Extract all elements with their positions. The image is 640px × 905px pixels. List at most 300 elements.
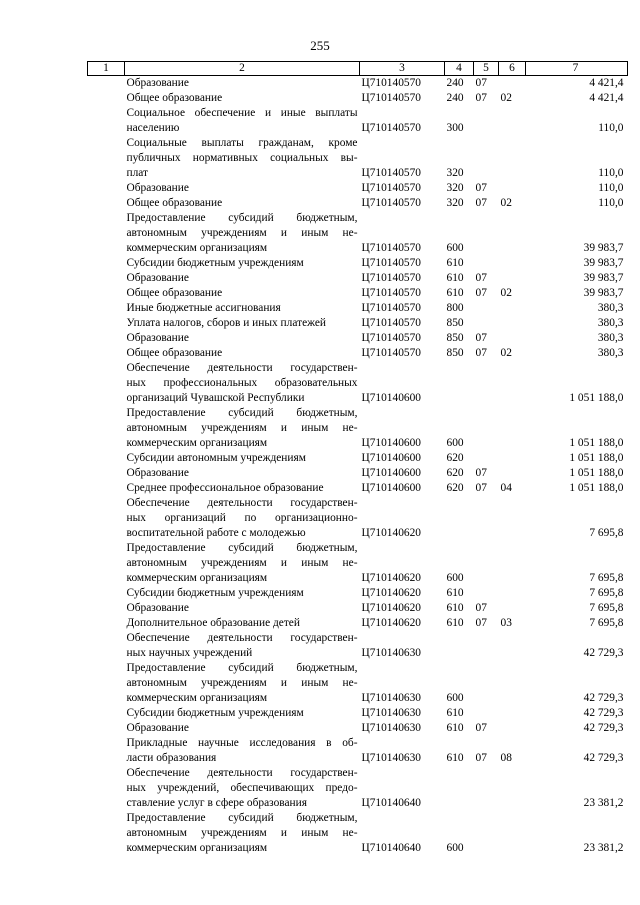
row-number-cell (88, 451, 125, 466)
amount-cell: 42 729,3 (583, 692, 624, 704)
target-article-cell: Ц710140600 (361, 467, 421, 479)
subsection-cell (499, 316, 526, 331)
amount-cell: 110,0 (598, 122, 624, 134)
row-name-line: Образование (126, 602, 189, 614)
subsection-cell (499, 541, 526, 586)
row-name-cell (125, 136, 360, 181)
expense-type-cell: 610 (446, 257, 464, 269)
amount-cell: 110,0 (598, 167, 624, 179)
row-number-cell (88, 541, 125, 586)
row-name-cell (125, 736, 360, 766)
section-cell (474, 706, 499, 721)
amount-cell: 23 381,2 (583, 797, 624, 809)
table-row (88, 331, 628, 346)
row-name-line: Дополнительное образование детей (126, 617, 300, 629)
row-name-cell (125, 541, 360, 586)
row-name-line: Предоставление субсидий бюджетным, (126, 212, 358, 224)
amount-cell: 380,3 (597, 347, 624, 359)
subsection-cell (499, 271, 526, 286)
row-number-cell (88, 106, 125, 136)
row-name-line: Субсидии автономным учреждениям (126, 452, 306, 464)
row-number-cell (88, 481, 125, 496)
row-name-line: автономным учреждениям и иным не- (126, 227, 358, 239)
expense-type-cell: 300 (446, 122, 464, 134)
section-cell: 07 (475, 272, 487, 284)
row-name-line: Общее образование (126, 287, 223, 299)
section-cell: 07 (475, 752, 487, 764)
target-article-cell: Ц710140570 (361, 272, 421, 284)
target-article-cell: Ц710140570 (361, 302, 421, 314)
expense-type-cell: 320 (446, 167, 464, 179)
row-name-cell (125, 766, 360, 811)
table-row (88, 286, 628, 301)
table-row (88, 106, 628, 136)
expense-type-cell: 850 (446, 347, 464, 359)
table-row (88, 721, 628, 736)
section-cell: 07 (475, 92, 487, 104)
row-name-line: Обеспечение деятельности государствен- (126, 632, 358, 644)
table-row (88, 406, 628, 451)
table-row (88, 496, 628, 541)
row-name-line: Субсидии бюджетным учреждениям (126, 257, 304, 269)
row-number-cell (88, 721, 125, 736)
amount-cell: 23 381,2 (583, 842, 624, 854)
expense-type-cell: 320 (446, 197, 464, 209)
row-name-cell (125, 466, 360, 481)
amount-cell: 1 051 188,0 (569, 392, 624, 404)
row-name-line: Социальное обеспечение и иные выплаты (126, 107, 358, 119)
row-name-line: ных профессиональных образовательных (126, 377, 358, 389)
row-number-cell (88, 406, 125, 451)
row-name-line: Образование (126, 722, 189, 734)
row-number-cell (88, 271, 125, 286)
expense-type-cell: 610 (446, 722, 464, 734)
target-article-cell: Ц710140600 (361, 452, 421, 464)
expense-type-cell: 610 (446, 617, 464, 629)
target-article-cell: Ц710140570 (361, 92, 421, 104)
row-name-cell (125, 286, 360, 301)
target-article-cell: Ц710140570 (361, 332, 421, 344)
table-row (88, 256, 628, 271)
row-number-cell (88, 616, 125, 631)
row-name-line: Общее образование (126, 92, 223, 104)
amount-cell: 380,3 (597, 332, 624, 344)
budget-table (87, 61, 628, 856)
target-article-cell: Ц710140620 (361, 527, 421, 539)
target-article-cell: Ц710140620 (361, 572, 421, 584)
section-cell (474, 361, 499, 406)
row-number-cell (88, 601, 125, 616)
subsection-cell: 08 (500, 752, 512, 764)
expense-type-cell: 610 (446, 602, 464, 614)
row-name-line: Обеспечение деятельности государствен- (126, 362, 358, 374)
row-name-line: коммерческим организациям (126, 692, 268, 704)
table-row (88, 361, 628, 406)
table-row (88, 346, 628, 361)
amount-cell: 7 695,8 (589, 527, 624, 539)
row-name-line: населению (126, 122, 180, 134)
row-name-line: Общее образование (126, 197, 223, 209)
expense-type-cell (445, 766, 474, 811)
section-cell (474, 136, 499, 181)
section-cell (474, 541, 499, 586)
row-number-cell (88, 706, 125, 721)
row-name-line: Образование (126, 467, 189, 479)
expense-type-cell: 610 (446, 707, 464, 719)
section-cell (474, 496, 499, 541)
row-name-line: Обеспечение деятельности государствен- (126, 767, 358, 779)
amount-cell: 42 729,3 (583, 752, 624, 764)
amount-cell: 110,0 (598, 182, 624, 194)
row-name-cell (125, 181, 360, 196)
amount-cell: 39 983,7 (583, 287, 624, 299)
section-cell: 07 (475, 467, 487, 479)
row-name-line: воспитательной работе с молодежью (126, 527, 306, 539)
table-header-row (88, 62, 628, 76)
expense-type-cell (445, 361, 474, 406)
table-row (88, 616, 628, 631)
expense-type-cell: 610 (446, 752, 464, 764)
table-row (88, 661, 628, 706)
row-number-cell (88, 766, 125, 811)
section-cell: 07 (475, 182, 487, 194)
table-row (88, 211, 628, 256)
row-number-cell (88, 661, 125, 706)
row-name-line: Предоставление субсидий бюджетным, (126, 542, 358, 554)
row-name-cell (125, 661, 360, 706)
target-article-cell: Ц710140570 (361, 242, 421, 254)
budget-table-body (88, 62, 628, 857)
expense-type-cell: 620 (446, 452, 464, 464)
table-row (88, 316, 628, 331)
subsection-cell (499, 331, 526, 346)
target-article-cell: Ц710140630 (361, 692, 421, 704)
subsection-cell (499, 256, 526, 271)
row-number-cell (88, 286, 125, 301)
row-name-cell (125, 211, 360, 256)
amount-cell: 39 983,7 (583, 272, 624, 284)
amount-cell: 7 695,8 (589, 587, 624, 599)
expense-type-cell: 610 (446, 287, 464, 299)
table-row (88, 736, 628, 766)
section-cell: 07 (475, 482, 487, 494)
row-number-cell (88, 76, 125, 92)
row-name-line: Субсидии бюджетным учреждениям (126, 587, 304, 599)
row-name-line: Образование (126, 332, 189, 344)
target-article-cell: Ц710140630 (361, 722, 421, 734)
row-number-cell (88, 301, 125, 316)
expense-type-cell: 240 (446, 92, 464, 104)
row-name-line: Среднее профессиональное образование (126, 482, 324, 494)
target-article-cell: Ц710140640 (361, 797, 421, 809)
amount-cell: 42 729,3 (583, 707, 624, 719)
amount-cell: 39 983,7 (583, 257, 624, 269)
expense-type-cell: 610 (446, 272, 464, 284)
expense-type-cell: 600 (446, 437, 464, 449)
subsection-cell (499, 586, 526, 601)
expense-type-cell: 620 (446, 482, 464, 494)
amount-cell: 1 051 188,0 (569, 467, 624, 479)
header-col-6: 6 (499, 62, 526, 76)
row-name-line: ных организаций по организационно- (126, 512, 358, 524)
page-number: 255 (310, 38, 330, 53)
row-name-line: публичных нормативных социальных вы- (126, 152, 358, 164)
row-name-cell (125, 196, 360, 211)
amount-cell: 42 729,3 (583, 647, 624, 659)
row-name-cell (125, 586, 360, 601)
subsection-cell (499, 811, 526, 856)
subsection-cell (499, 106, 526, 136)
row-number-cell (88, 181, 125, 196)
target-article-cell: Ц710140570 (361, 197, 421, 209)
row-name-line: ставление услуг в сфере образования (126, 797, 307, 809)
expense-type-cell: 850 (446, 317, 464, 329)
row-name-line: Образование (126, 182, 189, 194)
subsection-cell (499, 496, 526, 541)
amount-cell: 7 695,8 (589, 572, 624, 584)
subsection-cell (499, 181, 526, 196)
table-row (88, 601, 628, 616)
table-row (88, 301, 628, 316)
header-col-7: 7 (526, 62, 628, 76)
row-name-cell (125, 256, 360, 271)
section-cell: 07 (475, 347, 487, 359)
row-name-cell (125, 811, 360, 856)
section-cell: 07 (475, 287, 487, 299)
row-name-line: коммерческим организациям (126, 242, 268, 254)
table-row (88, 466, 628, 481)
expense-type-cell: 620 (446, 467, 464, 479)
section-cell (474, 586, 499, 601)
row-number-cell (88, 346, 125, 361)
subsection-cell (499, 601, 526, 616)
target-article-cell: Ц710140570 (361, 257, 421, 269)
row-name-cell (125, 361, 360, 406)
subsection-cell (499, 76, 526, 92)
row-number-cell (88, 91, 125, 106)
table-row (88, 481, 628, 496)
table-row (88, 631, 628, 661)
row-name-line: ных научных учреждений (126, 647, 253, 659)
amount-cell: 1 051 188,0 (569, 437, 624, 449)
target-article-cell: Ц710140600 (361, 482, 421, 494)
row-name-line: Предоставление субсидий бюджетным, (126, 407, 358, 419)
expense-type-cell (445, 631, 474, 661)
row-name-line: Предоставление субсидий бюджетным, (126, 812, 358, 824)
header-col-5: 5 (474, 62, 499, 76)
table-row (88, 196, 628, 211)
table-row (88, 451, 628, 466)
amount-cell: 4 421,4 (589, 77, 624, 89)
amount-cell: 7 695,8 (589, 602, 624, 614)
row-name-line: автономным учреждениям и иным не- (126, 557, 358, 569)
subsection-cell (499, 361, 526, 406)
row-name-cell (125, 601, 360, 616)
row-number-cell (88, 466, 125, 481)
row-name-cell (125, 76, 360, 92)
subsection-cell (499, 631, 526, 661)
amount-cell: 4 421,4 (589, 92, 624, 104)
row-number-cell (88, 631, 125, 661)
row-number-cell (88, 736, 125, 766)
row-name-cell (125, 106, 360, 136)
amount-cell: 42 729,3 (583, 722, 624, 734)
target-article-cell: Ц710140570 (361, 182, 421, 194)
section-cell (474, 406, 499, 451)
subsection-cell (499, 406, 526, 451)
amount-cell: 110,0 (598, 197, 624, 209)
expense-type-cell: 600 (446, 692, 464, 704)
amount-cell: 1 051 188,0 (569, 452, 624, 464)
subsection-cell: 04 (500, 482, 512, 494)
header-col-3: 3 (360, 62, 445, 76)
expense-type-cell: 600 (446, 842, 464, 854)
section-cell: 07 (475, 197, 487, 209)
row-number-cell (88, 316, 125, 331)
section-cell (474, 316, 499, 331)
target-article-cell: Ц710140570 (361, 122, 421, 134)
target-article-cell: Ц710140620 (361, 602, 421, 614)
section-cell: 07 (475, 722, 487, 734)
table-row (88, 91, 628, 106)
row-name-cell (125, 316, 360, 331)
amount-cell: 380,3 (597, 302, 624, 314)
section-cell (474, 256, 499, 271)
header-col-4: 4 (445, 62, 474, 76)
row-name-line: Предоставление субсидий бюджетным, (126, 662, 358, 674)
target-article-cell: Ц710140570 (361, 77, 421, 89)
row-name-line: Уплата налогов, сборов и иных платежей (126, 317, 326, 329)
row-name-cell (125, 616, 360, 631)
expense-type-cell: 600 (446, 242, 464, 254)
row-name-line: ных учреждений, обеспечивающих предо- (126, 782, 358, 794)
target-article-cell: Ц710140620 (361, 617, 421, 629)
row-number-cell (88, 256, 125, 271)
section-cell (474, 451, 499, 466)
subsection-cell (499, 661, 526, 706)
row-name-line: ласти образования (126, 752, 217, 764)
row-number-cell (88, 136, 125, 181)
section-cell: 07 (475, 332, 487, 344)
target-article-cell: Ц710140630 (361, 707, 421, 719)
target-article-cell: Ц710140620 (361, 587, 421, 599)
target-article-cell: Ц710140570 (361, 287, 421, 299)
table-row (88, 586, 628, 601)
subsection-cell (499, 136, 526, 181)
target-article-cell: Ц710140630 (361, 647, 421, 659)
table-row (88, 706, 628, 721)
target-article-cell: Ц710140600 (361, 437, 421, 449)
expense-type-cell: 240 (446, 77, 464, 89)
section-cell (474, 766, 499, 811)
section-cell (474, 211, 499, 256)
table-row (88, 766, 628, 811)
target-article-cell: Ц710140630 (361, 752, 421, 764)
expense-type-cell (445, 496, 474, 541)
row-name-line: коммерческим организациям (126, 842, 268, 854)
section-cell (474, 811, 499, 856)
row-name-cell (125, 451, 360, 466)
target-article-cell: Ц710140570 (361, 347, 421, 359)
subsection-cell: 02 (500, 347, 512, 359)
expense-type-cell: 610 (446, 587, 464, 599)
subsection-cell (499, 721, 526, 736)
row-number-cell (88, 586, 125, 601)
row-name-cell (125, 271, 360, 286)
row-number-cell (88, 496, 125, 541)
header-col-2: 2 (125, 62, 360, 76)
table-row (88, 136, 628, 181)
subsection-cell (499, 766, 526, 811)
row-name-line: автономным учреждениям и иным не- (126, 422, 358, 434)
row-name-line: коммерческим организациям (126, 437, 268, 449)
amount-cell: 7 695,8 (589, 617, 624, 629)
subsection-cell (499, 211, 526, 256)
table-row (88, 541, 628, 586)
expense-type-cell: 320 (446, 182, 464, 194)
row-name-cell (125, 721, 360, 736)
table-row (88, 181, 628, 196)
target-article-cell: Ц710140570 (361, 167, 421, 179)
row-number-cell (88, 811, 125, 856)
row-name-cell (125, 331, 360, 346)
amount-cell: 1 051 188,0 (569, 482, 624, 494)
row-name-cell (125, 406, 360, 451)
row-name-line: автономным учреждениям и иным не- (126, 827, 358, 839)
amount-cell: 380,3 (597, 317, 624, 329)
row-number-cell (88, 331, 125, 346)
row-name-line: Социальные выплаты гражданам, кроме (126, 137, 358, 149)
section-cell: 07 (475, 77, 487, 89)
row-number-cell (88, 361, 125, 406)
header-col-1: 1 (88, 62, 125, 76)
row-name-line: Образование (126, 272, 189, 284)
row-name-cell (125, 631, 360, 661)
section-cell (474, 301, 499, 316)
row-name-line: коммерческим организациям (126, 572, 268, 584)
row-name-cell (125, 91, 360, 106)
amount-cell: 39 983,7 (583, 242, 624, 254)
subsection-cell: 02 (500, 92, 512, 104)
subsection-cell: 02 (500, 197, 512, 209)
expense-type-cell: 600 (446, 572, 464, 584)
target-article-cell: Ц710140600 (361, 392, 421, 404)
row-name-line: Прикладные научные исследования в об- (126, 737, 358, 749)
table-row (88, 76, 628, 92)
row-name-line: организаций Чувашской Республики (126, 392, 305, 404)
section-cell (474, 106, 499, 136)
row-name-line: Обеспечение деятельности государствен- (126, 497, 358, 509)
subsection-cell (499, 466, 526, 481)
row-number-cell (88, 196, 125, 211)
row-number-cell (88, 211, 125, 256)
subsection-cell: 02 (500, 287, 512, 299)
row-name-cell (125, 301, 360, 316)
row-name-cell (125, 346, 360, 361)
row-name-line: Субсидии бюджетным учреждениям (126, 707, 304, 719)
target-article-cell: Ц710140570 (361, 317, 421, 329)
section-cell (474, 631, 499, 661)
expense-type-cell: 850 (446, 332, 464, 344)
section-cell: 07 (475, 617, 487, 629)
expense-type-cell: 800 (446, 302, 464, 314)
row-name-line: Общее образование (126, 347, 223, 359)
subsection-cell (499, 706, 526, 721)
section-cell: 07 (475, 602, 487, 614)
row-name-line: автономным учреждениям и иным не- (126, 677, 358, 689)
row-name-cell (125, 496, 360, 541)
subsection-cell: 03 (500, 617, 512, 629)
